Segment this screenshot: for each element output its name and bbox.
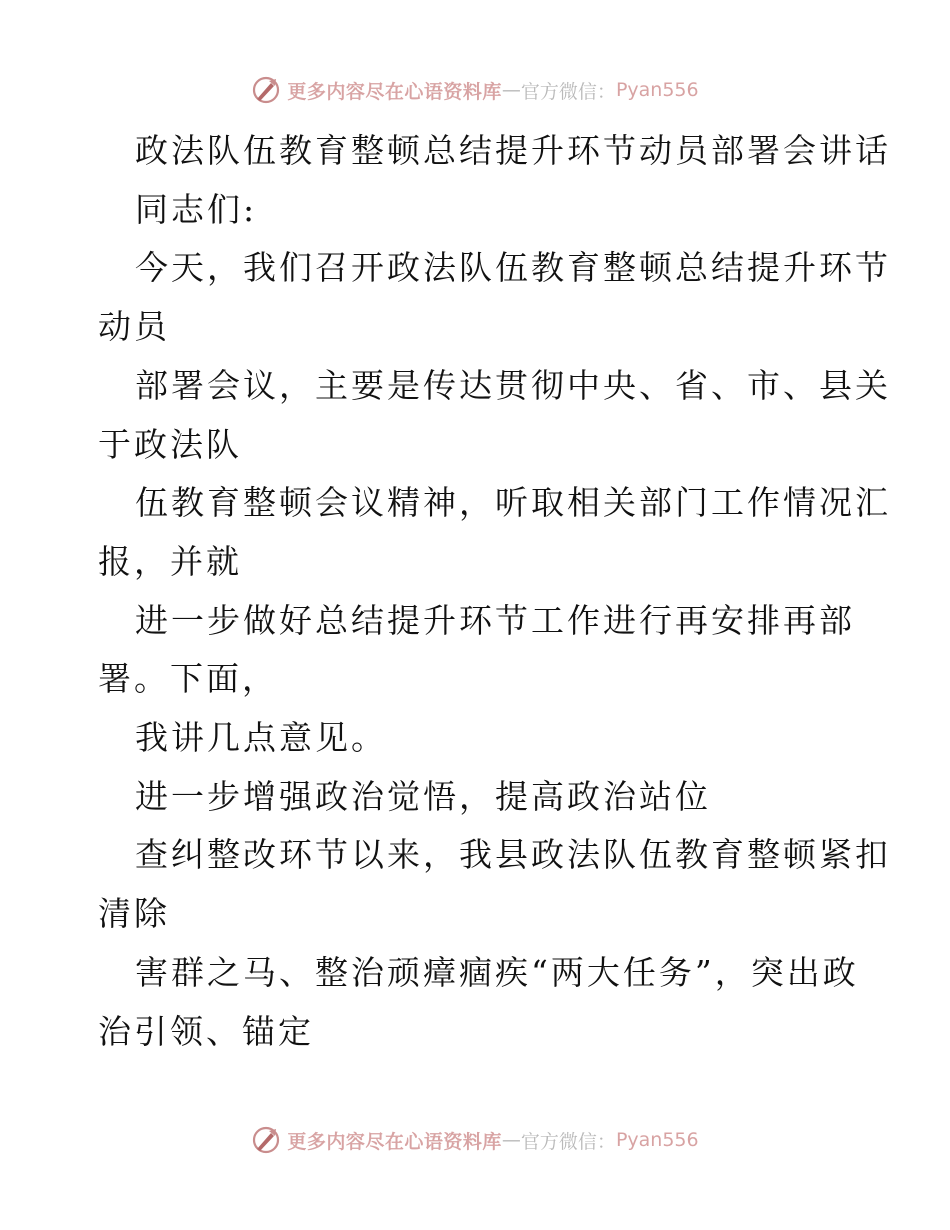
salutation	[98, 181, 858, 240]
text-line: 清除	[98, 894, 170, 934]
document-body	[98, 122, 891, 1061]
watermark-separator: —	[501, 79, 521, 101]
paragraph	[98, 709, 858, 768]
quill-pen-circle-icon	[251, 1125, 281, 1155]
watermark-separator: —	[501, 1129, 521, 1151]
watermark-wechat-id: Pyan556	[615, 79, 699, 101]
paragraph	[98, 239, 891, 356]
text-line: 政法队伍教育整顿总结提升环节动员部署会讲话	[135, 131, 891, 170]
text-line: 署。下面，	[98, 659, 278, 699]
text-line: 部署会议，主要是传达贯彻中央、省、市、县关	[135, 365, 891, 405]
paragraph	[98, 592, 858, 709]
paragraph	[98, 357, 891, 474]
paragraph	[98, 826, 891, 943]
watermark-wechat-label: 官方微信：	[520, 80, 616, 103]
text-line: 于政法队	[98, 424, 242, 464]
text-line: 伍教育整顿会议精神，听取相关部门工作情况汇	[135, 483, 891, 523]
text-line: 动员	[98, 307, 170, 347]
text-line: 今天，我们召开政法队伍教育整顿总结提升环节	[135, 248, 891, 288]
watermark-text: 更多内容尽在心语资料库	[287, 80, 502, 103]
text-line: 我讲几点意见。	[135, 718, 387, 758]
text-line: 治引领、锚定	[98, 1011, 314, 1051]
quill-pen-circle-icon	[251, 75, 281, 105]
watermark-wechat-id: Pyan556	[615, 1129, 699, 1151]
watermark-wechat-label: 官方微信：	[520, 1130, 616, 1153]
watermark-banner-bottom	[0, 1122, 950, 1158]
paragraph	[98, 474, 891, 591]
section-heading	[98, 768, 858, 827]
text-line: 害群之马、整治顽瘴痼疾“两大任务”，突出政	[135, 952, 859, 992]
text-line: 同志们:	[135, 189, 258, 229]
watermark-text: 更多内容尽在心语资料库	[287, 1130, 502, 1153]
document-title	[98, 122, 891, 181]
paragraph	[98, 944, 858, 1061]
text-line: 进一步做好总结提升环节工作进行再安排再部	[135, 600, 855, 640]
text-line: 查纠整改环节以来，我县政法队伍教育整顿紧扣	[135, 835, 891, 875]
text-line: 进一步增强政治觉悟，提高政治站位	[135, 776, 711, 816]
text-line: 报，并就	[98, 541, 242, 581]
watermark-banner-top	[0, 72, 950, 108]
